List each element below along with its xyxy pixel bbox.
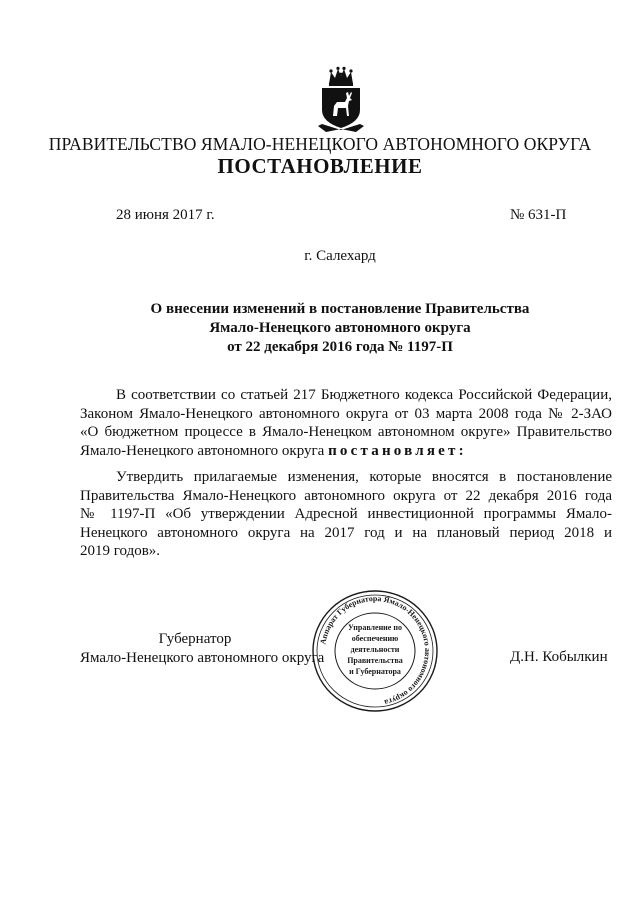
stamp-center-line: обеспечению <box>351 634 399 643</box>
paragraph-line: 2019 годов». <box>80 543 161 559</box>
paragraph-line-prefix: Ямало-Ненецкого автономного округа <box>80 442 325 459</box>
signatory-title <box>80 630 325 668</box>
paragraph-line <box>80 442 612 461</box>
signatory-title-line: Губернатор <box>158 631 232 647</box>
paragraph-line: Ненецкого автономного округа на 2017 год и на плановый период 2018 и <box>80 524 612 541</box>
paragraph-line: Законом Ямало-Ненецкого автономного округа от 03 марта 2008 года № 2-ЗАО <box>80 405 612 422</box>
subject-line: О внесении изменений в постановление Правительства <box>150 301 530 317</box>
stamp-center-line: деятельности <box>350 645 400 654</box>
paragraph-line: Правительства Ямало-Ненецкого автономного округа от 22 декабря 2016 года <box>80 487 612 504</box>
document-date: 28 июня 2017 г. <box>116 207 215 223</box>
subject-line: Ямало-Ненецкого автономного округа <box>209 320 471 336</box>
document-subject <box>0 300 640 357</box>
paragraph-line: В соответствии со статьей 217 Бюджетного кодекса Российской Федерации, <box>116 387 612 403</box>
paragraph-line: № 1197-П «Об утверждении Адресной инвестиционной программы Ямало- <box>80 506 612 522</box>
document-type-heading: ПОСТАНОВЛЕНИЕ <box>217 154 423 178</box>
stamp-center-line: и Губернатора <box>349 667 401 676</box>
resolution-paragraph <box>80 468 612 561</box>
coat-of-arms-emblem <box>316 66 366 134</box>
paragraph-line: Утвердить прилагаемые изменения, которые вносятся в постановление <box>116 469 612 485</box>
stamp-center-line: Правительства <box>347 656 403 665</box>
stamp-ring-text: Аппарат Губернатора Ямало-Ненецкого автономного округа <box>318 593 433 708</box>
stamp-center-line: Управление по <box>348 623 402 632</box>
paragraph-line: «О бюджетном процессе в Ямало-Ненецком автономном округе» Правительство <box>80 424 612 440</box>
document-city: г. Салехард <box>304 248 376 264</box>
preamble-paragraph <box>80 386 612 460</box>
signatory-name: Д.Н. Кобылкин <box>510 649 608 665</box>
official-stamp <box>310 588 440 714</box>
resolves-word: постановляет: <box>328 442 467 459</box>
signatory-title-line: Ямало-Ненецкого автономного округа <box>80 650 325 666</box>
subject-line: от 22 декабря 2016 года № 1197-П <box>227 339 453 355</box>
government-title: ПРАВИТЕЛЬСТВО ЯМАЛО-НЕНЕЦКОГО АВТОНОМНОГО ОКРУГА <box>48 134 592 154</box>
document-number: № 631-П <box>510 207 567 223</box>
